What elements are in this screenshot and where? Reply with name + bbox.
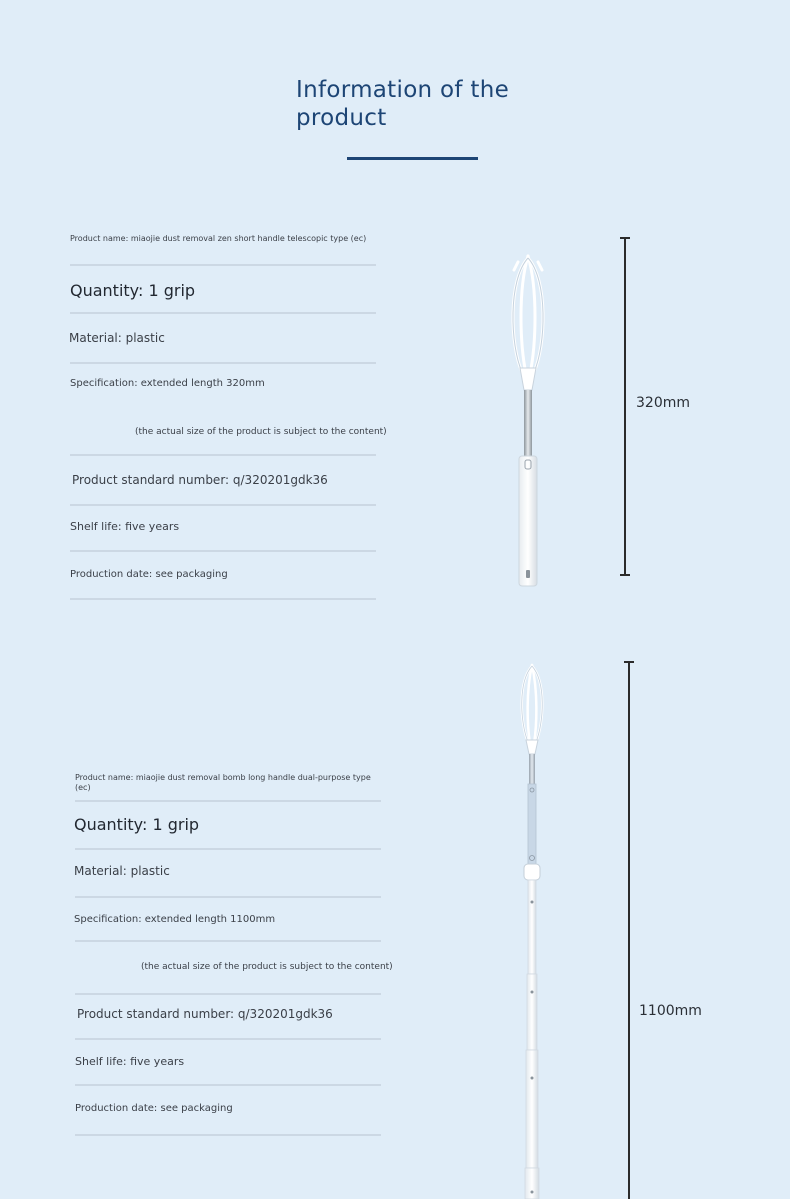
divider <box>70 550 376 552</box>
long-handle-duster-image <box>512 662 552 1199</box>
product-name: Product name: miaojie dust removal bomb long handle dual-purpose type (ec) <box>75 773 371 792</box>
production-date: Production date: see packaging <box>70 569 228 580</box>
standard-number: Product standard number: q/320201gdk36 <box>77 1007 333 1021</box>
specification: Specification: extended length 320mm <box>70 378 265 389</box>
divider <box>75 1038 381 1040</box>
shelf-life: Shelf life: five years <box>70 520 180 533</box>
dimension-label: 1100mm <box>639 1003 702 1019</box>
divider <box>70 362 376 364</box>
dimension-line <box>624 238 626 575</box>
material: Material: plastic <box>69 331 165 345</box>
divider <box>75 896 381 898</box>
production-date: Production date: see packaging <box>75 1103 233 1114</box>
size-note: (the actual size of the product is subject to the content) <box>141 962 393 972</box>
dimension-cap-bottom <box>620 574 630 576</box>
title-underline <box>347 157 478 160</box>
dimension-line <box>628 662 630 1199</box>
divider <box>70 264 376 266</box>
shelf-life: Shelf life: five years <box>75 1055 185 1068</box>
dimension-label: 320mm <box>636 395 690 411</box>
divider <box>75 800 381 802</box>
page-title: Information of the product <box>296 77 510 131</box>
divider <box>70 454 376 456</box>
short-handle-duster-image <box>500 250 560 590</box>
standard-number: Product standard number: q/320201gdk36 <box>72 473 328 487</box>
size-note: (the actual size of the product is subject to the content) <box>135 427 387 437</box>
divider <box>75 1084 381 1086</box>
divider <box>70 598 376 600</box>
quantity: Quantity: 1 grip <box>70 281 196 300</box>
product-name: Product name: miaojie dust removal zen short handle telescopic type (ec) <box>70 234 367 243</box>
divider <box>70 312 376 314</box>
divider <box>75 940 381 942</box>
quantity: Quantity: 1 grip <box>74 815 200 834</box>
divider <box>75 993 381 995</box>
divider <box>75 1134 381 1136</box>
divider <box>70 504 376 506</box>
divider <box>75 848 381 850</box>
specification: Specification: extended length 1100mm <box>74 914 276 925</box>
material: Material: plastic <box>74 864 170 878</box>
